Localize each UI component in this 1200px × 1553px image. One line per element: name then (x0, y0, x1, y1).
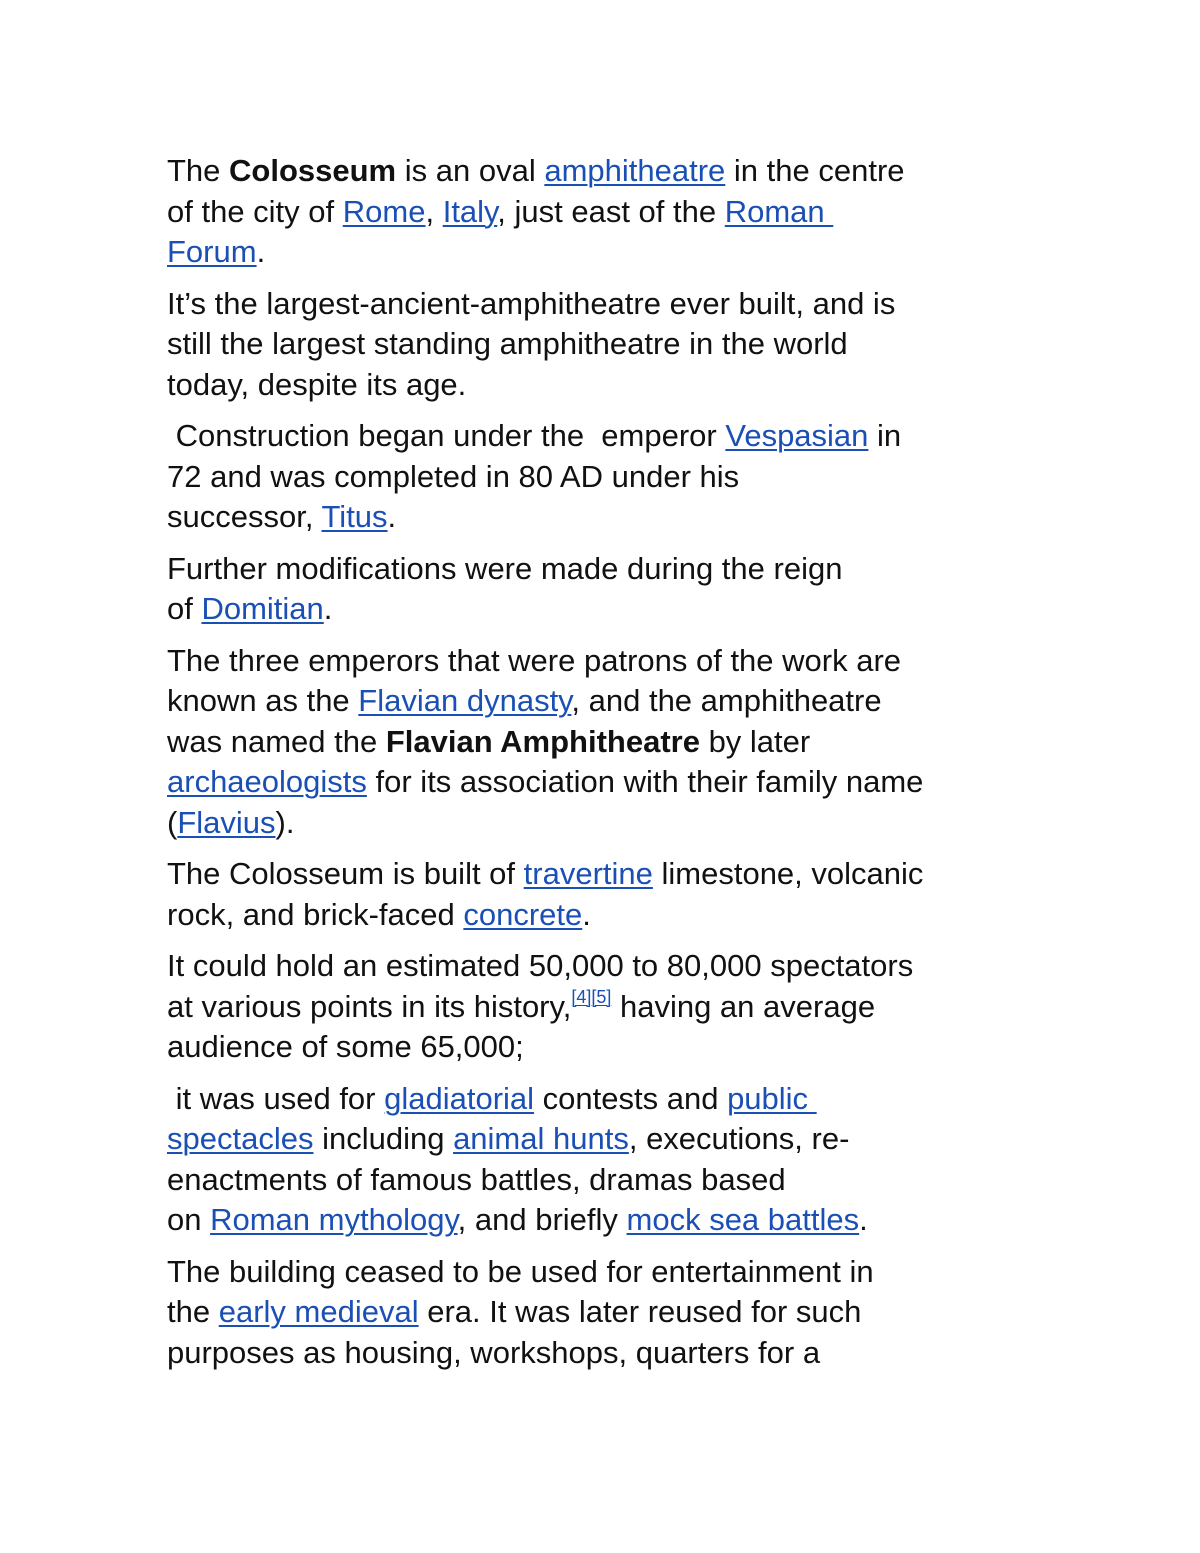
text-run: , just east of the (497, 193, 725, 229)
text-run: The Colosseum is built of (167, 856, 524, 891)
text-run: contests and (534, 1080, 728, 1116)
text-run: It’s the largest-ancient-amphitheatre ever built, and is still the largest standing amphitheatre in the world today, despite its age. (167, 285, 896, 402)
text-run: , and briefly (457, 1202, 627, 1237)
hyperlink[interactable]: concrete (463, 896, 583, 932)
hyperlink[interactable]: amphitheatre (544, 153, 726, 188)
hyperlink[interactable]: travertine (523, 856, 653, 891)
hyperlink[interactable]: archaeologists (167, 764, 367, 799)
text-run: for its association with their family name ( (167, 764, 924, 840)
bold-term: Flavian Amphitheatre (385, 723, 700, 759)
paragraph (167, 641, 1047, 844)
paragraph (167, 284, 1047, 406)
text-run: ). (275, 804, 295, 840)
paragraph (167, 549, 1047, 630)
text-run: The (167, 153, 230, 188)
paragraph (167, 854, 1047, 935)
text-run: by later (708, 723, 811, 759)
hyperlink[interactable]: gladiatorial (384, 1080, 535, 1116)
paragraph (167, 1079, 1047, 1241)
hyperlink[interactable]: Flavian dynasty (358, 683, 572, 718)
text-run: . (387, 499, 397, 534)
hyperlink[interactable]: Roman mythology (210, 1202, 458, 1237)
text-run: , (425, 193, 443, 229)
text-run: Further modifications were made during the reign of (167, 550, 843, 626)
text-run: . (859, 1202, 868, 1237)
text-run: , and the amphitheatre was named the (167, 683, 882, 759)
text-run: in the centre of the city of (167, 153, 905, 229)
hyperlink[interactable]: Titus (321, 499, 388, 534)
text-run: having an average audience of some 65,000; (167, 988, 876, 1064)
text-run: It could hold an estimated 50,000 to 80,000 spectators at various points in its history, (167, 948, 914, 1024)
text-run: . (323, 591, 333, 626)
hyperlink[interactable]: animal hunts (453, 1121, 629, 1156)
hyperlink[interactable]: public spectacles (167, 1080, 809, 1156)
text-run: Construction began under the emperor (167, 418, 726, 453)
text-run: . (582, 896, 591, 932)
paragraph (167, 151, 1047, 273)
text-run: . (256, 234, 266, 269)
text-run: The building ceased to be used for entertainment in the (167, 1253, 874, 1329)
hyperlink[interactable]: Rome (342, 193, 426, 229)
hyperlink[interactable]: early medieval (218, 1294, 419, 1329)
text-run: including (313, 1121, 454, 1156)
hyperlink[interactable]: Domitian (201, 591, 324, 626)
paragraph (167, 946, 1047, 1068)
hyperlink[interactable]: Flavius (177, 804, 276, 840)
text-run: limestone, volcanic rock, and brick-faced (167, 856, 924, 932)
hyperlink[interactable]: Vespasian (725, 418, 869, 453)
hyperlink[interactable]: mock sea battles (626, 1202, 860, 1237)
paragraph (167, 1252, 1047, 1374)
text-run: , executions, re- enactments of famous battles, dramas based on (167, 1121, 850, 1237)
text-run: The three emperors that were patrons of the work are known as the (167, 642, 902, 718)
hyperlink[interactable]: Italy (442, 193, 498, 229)
text-run: in 72 and was completed in 80 AD under his successor, (167, 418, 902, 534)
hyperlink[interactable]: Roman Forum (167, 193, 825, 269)
citation-superscript (571, 987, 611, 1007)
text-run: era. It was later reused for such purposes as housing, workshops, quarters for a (167, 1294, 862, 1370)
bold-term: Colosseum (229, 153, 397, 188)
text-run: it was used for (167, 1080, 385, 1116)
text-run: is an oval (396, 153, 545, 188)
paragraph (167, 416, 1047, 538)
citation-link[interactable]: [4][5] (571, 986, 612, 1007)
document-page (167, 151, 1047, 1384)
